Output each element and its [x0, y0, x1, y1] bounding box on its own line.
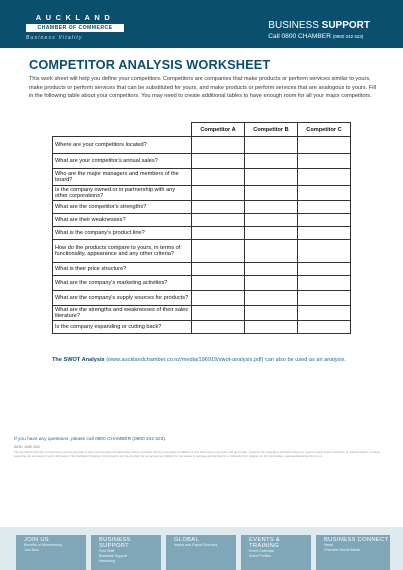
answer-cell[interactable] — [298, 227, 351, 240]
question-cell: What are the strengths and weaknesses of their sales literature? — [53, 306, 192, 321]
answer-cell[interactable] — [245, 291, 298, 306]
contact-line: If you have any questions, please call 0800 CHAMBER (0800 242 623). — [14, 437, 167, 442]
footer-link[interactable]: Event Profiles — [249, 554, 272, 558]
footer-tab-join-us[interactable] — [16, 535, 86, 570]
answer-cell[interactable] — [192, 321, 245, 334]
answer-cell[interactable] — [298, 263, 351, 276]
question-cell: What are your competitor's annual sales? — [53, 154, 192, 169]
header-banner — [0, 0, 403, 48]
answer-cell[interactable] — [245, 154, 298, 169]
answer-cell[interactable] — [298, 240, 351, 263]
question-cell: Where are your competitors located? — [53, 137, 192, 154]
table-row — [53, 227, 351, 240]
question-cell: What is the company's product line? — [53, 227, 192, 240]
answer-cell[interactable] — [298, 214, 351, 227]
table-row — [53, 169, 351, 186]
question-cell: What are their weaknesses? — [53, 214, 192, 227]
question-cell: What are the competitor's strengths? — [53, 201, 192, 214]
table-row — [53, 276, 351, 291]
answer-cell[interactable] — [245, 201, 298, 214]
answer-cell[interactable] — [245, 240, 298, 263]
answer-cell[interactable] — [298, 201, 351, 214]
table-row — [53, 186, 351, 201]
phone-number[interactable]: Call 0800 CHAMBER (0800 242 623) — [268, 33, 364, 40]
answer-cell[interactable] — [245, 137, 298, 154]
answer-cell[interactable] — [298, 154, 351, 169]
table-row — [53, 321, 351, 334]
logo-chamber: CHAMBER OF COMMERCE — [26, 24, 124, 32]
answer-cell[interactable] — [245, 276, 298, 291]
footer-tab-title: BUSINESS SUPPORT — [99, 537, 131, 549]
answer-cell[interactable] — [192, 186, 245, 201]
column-header: Competitor A — [192, 123, 245, 137]
question-cell: What are the company's supply sources for products? — [53, 291, 192, 306]
footer-tab-business-connect[interactable] — [316, 535, 390, 570]
answer-cell[interactable] — [298, 137, 351, 154]
table-row — [53, 263, 351, 276]
question-cell: What are the company's marketing activities? — [53, 276, 192, 291]
answer-cell[interactable] — [245, 321, 298, 334]
answer-cell[interactable] — [245, 186, 298, 201]
answer-cell[interactable] — [298, 186, 351, 201]
answer-cell[interactable] — [192, 227, 245, 240]
footer-link[interactable]: Join Now — [24, 548, 39, 552]
table-row — [53, 306, 351, 321]
footer-tab-title: EVENTS & TRAINING — [249, 537, 281, 549]
business-support-contact — [268, 20, 370, 40]
answer-cell[interactable] — [192, 240, 245, 263]
footer-tab-title: BUSINESS CONNECT — [324, 537, 389, 543]
table-row — [53, 291, 351, 306]
answer-cell[interactable] — [192, 137, 245, 154]
question-cell: How do the products compare to yours, in terms of functionality, appearance and any other criteria? — [53, 240, 192, 263]
swot-note — [52, 356, 352, 364]
table-header-row — [53, 123, 351, 137]
table-row — [53, 137, 351, 154]
footer-link[interactable]: Chamber Social Media — [324, 548, 361, 552]
answer-cell[interactable] — [192, 276, 245, 291]
table-row — [53, 214, 351, 227]
footer-link[interactable]: Event Calendar — [249, 549, 274, 553]
footer-link[interactable]: Find Staff — [99, 549, 115, 553]
answer-cell[interactable] — [245, 169, 298, 186]
footer-link[interactable]: Import and Export Services — [174, 543, 218, 547]
table-body — [53, 137, 351, 334]
answer-cell[interactable] — [298, 321, 351, 334]
answer-cell[interactable] — [245, 227, 298, 240]
footer-link[interactable]: Benefits of Membership — [24, 543, 62, 547]
table-row — [53, 240, 351, 263]
table-row — [53, 154, 351, 169]
footer-tab-business-support[interactable] — [91, 535, 161, 570]
footer-link[interactable]: News — [324, 543, 333, 547]
disclaimer-text: The Auckland Chamber of Commerce and the provider of this resource have all reasonable efforts to ensure that the information published in this document is accurate and up-to-date. However the material is provided subject to regular review and no warranty, or representation, is made regarding the accuracy of such information. The Auckland Chamber of Commerce and the provider do not accept any liability for any losses or damage arising directly or indirectly from reliance on this information. www.aucklandchamber.co.nz — [14, 450, 380, 458]
answer-cell[interactable] — [192, 263, 245, 276]
logo-tagline: Business Vitality — [26, 35, 83, 41]
answer-cell[interactable] — [192, 291, 245, 306]
answer-cell[interactable] — [192, 214, 245, 227]
answer-cell[interactable] — [298, 276, 351, 291]
question-cell: Is the company expanding or cutting back? — [53, 321, 192, 334]
footer-tab-title: GLOBAL — [174, 537, 199, 543]
answer-cell[interactable] — [192, 154, 245, 169]
question-cell: Who are the major managers and members of the board? — [53, 169, 192, 186]
chamber-logo[interactable] — [26, 13, 124, 41]
footer-tab-title: JOIN US — [24, 537, 49, 543]
logo-auckland: AUCKLAND — [35, 13, 115, 22]
table-corner — [53, 123, 192, 137]
footer-nav — [0, 527, 403, 570]
footer-link[interactable]: Business Support — [99, 554, 128, 558]
footer-tab-global[interactable] — [166, 535, 236, 570]
answer-cell[interactable] — [298, 169, 351, 186]
document-date: DATE: JUNE 2010 — [14, 445, 41, 449]
question-cell: What is their price structure? — [53, 263, 192, 276]
answer-cell[interactable] — [192, 306, 245, 321]
page-title: COMPETITOR ANALYSIS WORKSHEET — [29, 57, 271, 72]
answer-cell[interactable] — [298, 306, 351, 321]
swot-link[interactable]: (www.aucklandchamber.co.nz/media/196919/swot-analysis.pdf) can also be used as an analysis. — [104, 357, 346, 363]
business-support-title: BUSINESS SUPPORT — [268, 20, 370, 31]
answer-cell[interactable] — [245, 263, 298, 276]
answer-cell[interactable] — [245, 214, 298, 227]
footer-tab-events-training[interactable] — [241, 535, 311, 570]
column-header: Competitor C — [298, 123, 351, 137]
answer-cell[interactable] — [298, 291, 351, 306]
swot-label: The SWOT Analysis — [52, 357, 105, 363]
footer-link[interactable]: Mentoring — [99, 559, 115, 563]
competitor-table — [52, 122, 351, 334]
table-row — [53, 201, 351, 214]
column-header: Competitor B — [245, 123, 298, 137]
answer-cell[interactable] — [192, 169, 245, 186]
answer-cell[interactable] — [192, 201, 245, 214]
answer-cell[interactable] — [245, 306, 298, 321]
question-cell: Is the company owned or in partnership with any other corporations? — [53, 186, 192, 201]
intro-paragraph: This work sheet will help you define your competitors. Competitors are companies that make products or perform services similar to yours, make products or perform services that can be substituted for yours, and make products or perform services that are analogous to yours. Fill in the following table about your competitors. You may need to create additional tables to have enough room for all your major competitors. — [29, 76, 376, 99]
